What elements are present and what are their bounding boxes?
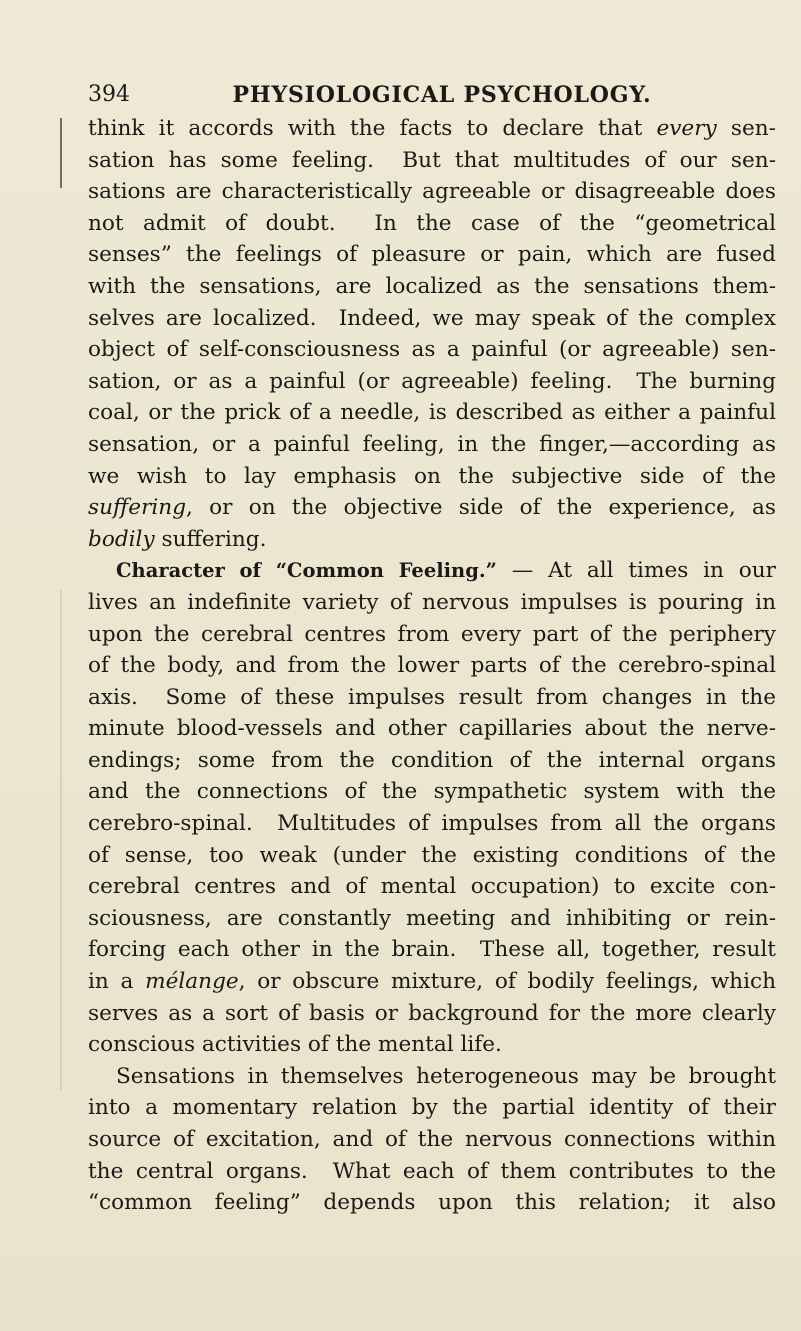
text-segment: sen- — [716, 116, 776, 141]
text-line — [88, 208, 776, 240]
text-segment: conscious activities of the mental life. — [88, 1032, 502, 1058]
text-line — [88, 366, 776, 398]
text-segment: senses” the feelings of pleasure or pain, which are fused — [88, 242, 776, 268]
text-line — [88, 966, 776, 998]
text-line — [88, 682, 776, 714]
text-line — [88, 998, 776, 1030]
text-segment: Sensations in themselves heterogeneous may be brought — [116, 1063, 776, 1089]
text-segment: lives an indefinite variety of nervous impulses is pouring in — [88, 589, 776, 615]
text-segment: sation has some feeling. But that multitudes of our sen- — [88, 147, 776, 173]
text-segment: minute blood-vessels and other capillaries about the nerve- — [88, 716, 776, 742]
text-line — [88, 619, 776, 651]
section-heading: Character of “Common Feeling.” — [116, 559, 497, 583]
text-line — [88, 808, 776, 840]
text-line — [88, 934, 776, 966]
text-line — [88, 650, 776, 682]
text-segment: in a — [88, 969, 146, 995]
running-title: PHYSIOLOGICAL PSYCHOLOGY. — [232, 82, 652, 108]
text-line — [88, 239, 776, 271]
text-line — [88, 903, 776, 935]
text-line — [88, 776, 776, 808]
binding-shadow — [60, 590, 62, 1090]
text-line — [88, 587, 776, 619]
text-segment: coal, or the prick of a needle, is described as either a painful — [88, 400, 776, 426]
text-segment: axis. Some of these impulses result from changes in the — [88, 684, 776, 710]
emphasized-text: mélange — [145, 969, 239, 995]
text-segment: and the connections of the sympathetic system with the — [88, 779, 776, 805]
text-segment: forcing each other in the brain. These all, together, result — [88, 937, 776, 963]
text-segment: sciousness, are constantly meeting and inhibiting or rein- — [88, 905, 776, 931]
text-line — [88, 745, 776, 777]
text-segment: object of self-consciousness as a painful (or agreeable) sen- — [88, 337, 776, 363]
emphasized-text: bodily — [88, 526, 155, 552]
text-segment: into a momentary relation by the partial identity of their — [88, 1095, 776, 1121]
text-line — [88, 397, 776, 429]
text-line — [88, 1061, 776, 1093]
text-line — [88, 1029, 776, 1061]
text-line — [88, 1124, 776, 1156]
text-segment: think it accords with the facts to declare that — [88, 116, 657, 141]
text-line — [88, 1156, 776, 1188]
text-line — [88, 271, 776, 303]
text-segment: selves are localized. Indeed, we may speak of the complex — [88, 305, 776, 331]
text-segment: the central organs. What each of them contributes to the — [88, 1158, 776, 1184]
text-line — [88, 145, 776, 177]
text-segment: sensation, or a painful feeling, in the finger,—according as — [88, 431, 776, 457]
text-segment: — At all times in our — [496, 558, 776, 584]
text-line — [88, 871, 776, 903]
text-segment: we wish to lay emphasis on the subjective side of the — [88, 463, 776, 489]
text-line — [88, 555, 776, 587]
text-segment: sation, or as a painful (or agreeable) feeling. The burning — [88, 368, 776, 394]
text-segment: of the body, and from the lower parts of the cerebro-spinal — [88, 653, 776, 679]
text-segment: serves as a sort of basis or background for the more clearly — [88, 1000, 776, 1026]
text-segment: not admit of doubt. In the case of the “geometrical — [88, 210, 776, 236]
page-header — [88, 80, 776, 110]
page-number: 394 — [88, 82, 130, 107]
text-segment: with the sensations, are localized as the sensations them- — [88, 273, 776, 299]
text-segment: , or on the objective side of the experience, as — [186, 495, 776, 521]
text-line — [88, 713, 776, 745]
text-line — [88, 303, 776, 335]
text-segment: cerebral centres and of mental occupation) to excite con- — [88, 874, 776, 900]
text-segment: of sense, too weak (under the existing conditions of the — [88, 842, 776, 868]
binding-mark — [60, 118, 62, 188]
text-line — [88, 176, 776, 208]
text-line — [88, 461, 776, 493]
text-line — [88, 492, 776, 524]
text-line — [88, 113, 776, 145]
text-segment: “common feeling” depends upon this relation; it also — [88, 1190, 776, 1216]
text-segment: sations are characteristically agreeable or disagreeable does — [88, 179, 776, 205]
text-segment: suffering. — [154, 526, 267, 552]
text-segment: source of excitation, and of the nervous connections within — [88, 1127, 776, 1152]
text-segment: endings; some from the condition of the internal organs — [88, 747, 776, 773]
emphasized-text: suffering — [88, 495, 187, 521]
body-text — [88, 113, 776, 1219]
text-line — [88, 1187, 776, 1219]
text-segment: , or obscure mixture, of bodily feelings, which — [238, 969, 776, 995]
emphasized-text: every — [656, 116, 717, 141]
text-line — [88, 524, 776, 556]
text-line — [88, 429, 776, 461]
text-line — [88, 840, 776, 872]
text-line — [88, 334, 776, 366]
text-line — [88, 1092, 776, 1124]
text-segment: upon the cerebral centres from every part of the periphery — [88, 621, 776, 647]
text-segment: cerebro-spinal. Multitudes of impulses from all the organs — [88, 811, 776, 837]
